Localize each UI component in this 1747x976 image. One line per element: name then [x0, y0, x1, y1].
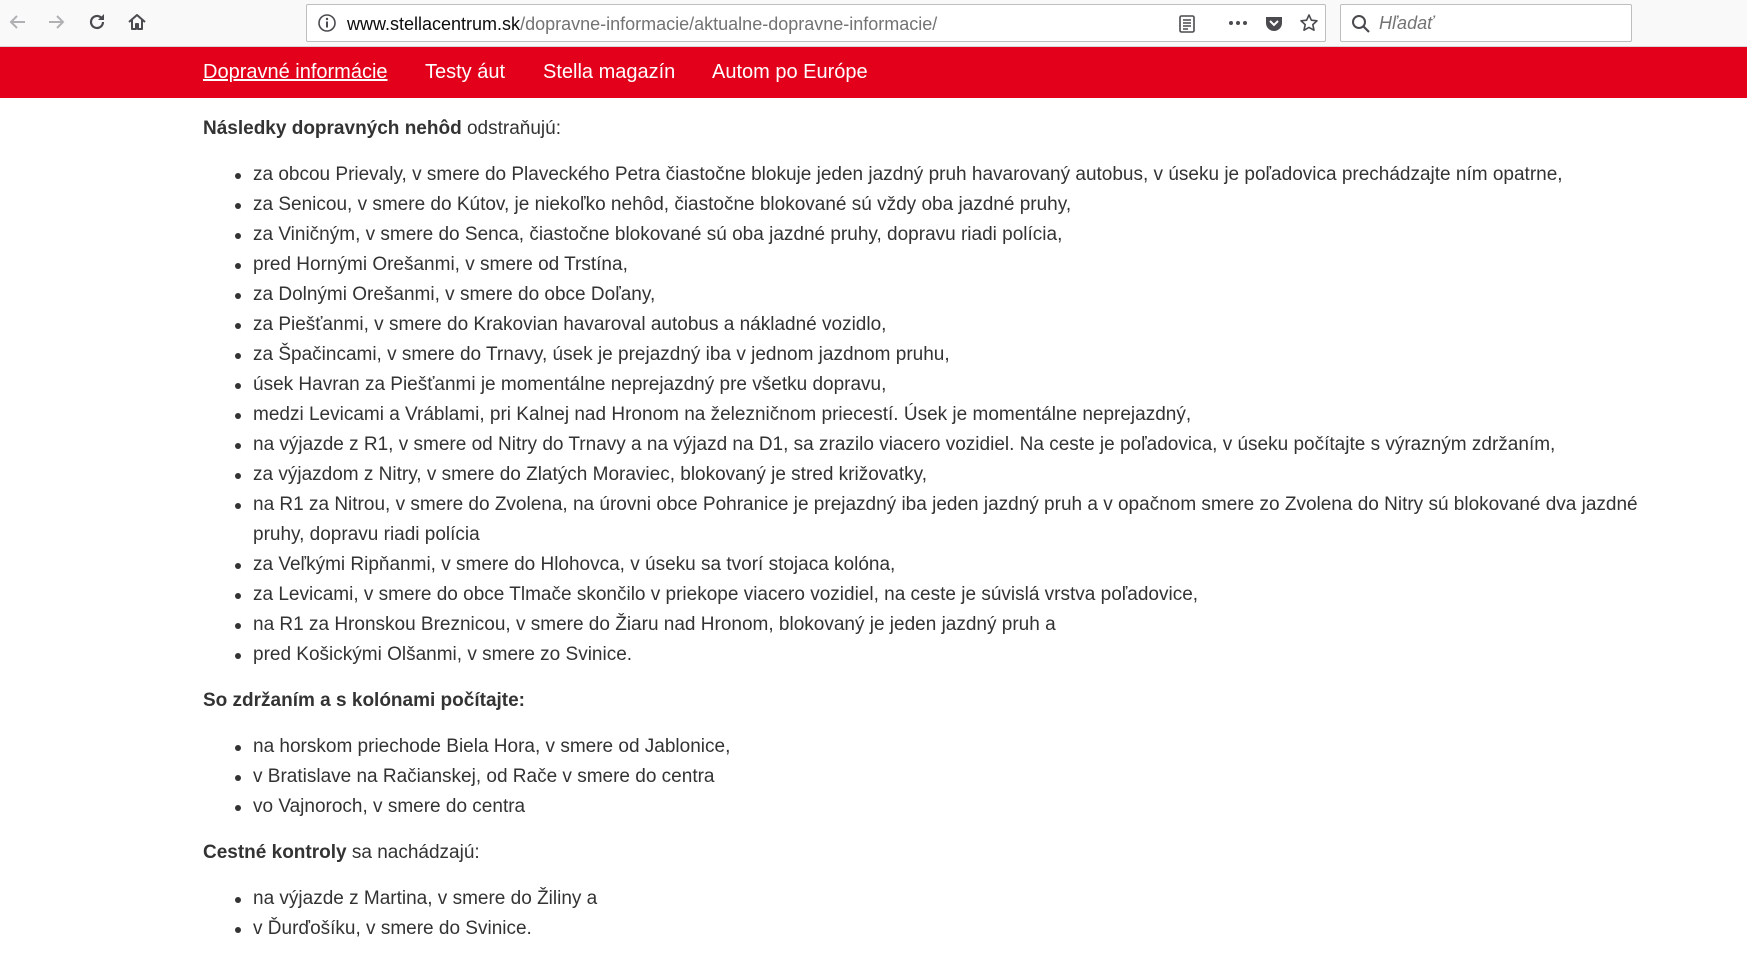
back-icon	[8, 12, 28, 32]
heading-rest: odstraňujú:	[461, 118, 561, 139]
list-item: v Ďurďošíku, v smere do Svinice.	[253, 914, 1663, 944]
list-item: vo Vajnoroch, v smere do centra	[253, 792, 1663, 822]
delay-list	[203, 732, 1663, 822]
url-domain: www.stellacentrum.sk	[347, 14, 521, 34]
list-item: za Dolnými Orešanmi, v smere do obce Doľany,	[253, 280, 1663, 310]
article-content	[203, 98, 1663, 944]
pocket-button[interactable]	[1264, 13, 1284, 33]
list-item: za Senicou, v smere do Kútov, je niekoľko nehôd, čiastočne blokované sú vždy oba jazdné pruhy,	[253, 190, 1663, 220]
heading-bold: So zdržaním a s kolónami počítajte:	[203, 690, 526, 711]
nav-autom-po-europe[interactable]: Autom po Európe	[712, 61, 868, 83]
search-input[interactable]	[1379, 11, 1619, 35]
heading-bold: Cestné kontroly	[203, 842, 347, 863]
home-icon	[127, 12, 147, 32]
more-actions-icon	[1228, 13, 1248, 33]
heading-rest: sa nachádzajú:	[346, 842, 480, 863]
reader-view-icon	[1177, 14, 1197, 34]
list-item: za Viničným, v smere do Senca, čiastočne blokované sú oba jazdné pruhy, dopravu riadi polícia,	[253, 220, 1663, 250]
list-item: za Levicami, v smere do obce Tlmače skončilo v priekope viacero vozidiel, na ceste je súvislá vrstva poľadovice,	[253, 580, 1663, 610]
list-item: za Piešťanmi, v smere do Krakovian havaroval autobus a nákladné vozidlo,	[253, 310, 1663, 340]
home-button[interactable]	[121, 6, 153, 38]
section-heading-checks	[203, 841, 1663, 865]
accident-list	[203, 160, 1663, 670]
reload-button[interactable]	[81, 6, 113, 38]
site-nav	[0, 47, 1747, 98]
url-path: /dopravne-informacie/aktualne-dopravne-informacie/	[520, 14, 938, 34]
section-heading-accidents	[203, 117, 1663, 141]
checks-list	[203, 884, 1663, 944]
nav-stella-magazin[interactable]: Stella magazín	[543, 61, 676, 83]
nav-dopravne-informacie[interactable]: Dopravné informácie	[203, 61, 388, 83]
search-icon	[1351, 14, 1371, 34]
reload-icon	[87, 12, 107, 32]
bookmark-star-icon	[1299, 13, 1319, 33]
forward-button[interactable]	[40, 6, 72, 38]
section-heading-delays	[203, 689, 1663, 713]
browser-toolbar	[0, 0, 1747, 47]
list-item: na R1 za Nitrou, v smere do Zvolena, na úrovni obce Pohranice je prejazdný iba jeden jazdný pruh a v opačnom smere zo Zvolena do Nitry sú blokované dva jazdné pruhy, dopravu riadi polícia	[253, 490, 1663, 550]
address-bar[interactable]	[306, 4, 1326, 42]
list-item: na horskom priechode Biela Hora, v smere od Jablonice,	[253, 732, 1663, 762]
list-item: na výjazde z Martina, v smere do Žiliny a	[253, 884, 1663, 914]
list-item: na výjazde z R1, v smere od Nitry do Trnavy a na výjazd na D1, sa zrazilo viacero vozidiel. Na ceste je poľadovica, v úseku počítajte s výrazným zdržaním,	[253, 430, 1663, 460]
list-item: pred Košickými Olšanmi, v smere zo Svinice.	[253, 640, 1663, 670]
pocket-icon	[1264, 13, 1284, 33]
nav-testy-aut[interactable]: Testy áut	[425, 61, 506, 83]
list-item: za Špačincami, v smere do Trnavy, úsek je prejazdný iba v jednom jazdnom pruhu,	[253, 340, 1663, 370]
list-item: za Veľkými Ripňanmi, v smere do Hlohovca, v úseku sa tvorí stojaca kolóna,	[253, 550, 1663, 580]
url-text[interactable]	[347, 14, 937, 35]
search-bar[interactable]	[1340, 4, 1632, 42]
reader-view-button[interactable]	[1177, 14, 1197, 34]
more-actions-button[interactable]	[1228, 13, 1248, 33]
list-item: úsek Havran za Piešťanmi je momentálne neprejazdný pre všetku dopravu,	[253, 370, 1663, 400]
bookmark-button[interactable]	[1299, 13, 1319, 33]
list-item: za výjazdom z Nitry, v smere do Zlatých Moraviec, blokovaný je stred križovatky,	[253, 460, 1663, 490]
heading-bold: Následky dopravných nehôd	[203, 118, 462, 139]
forward-icon	[46, 12, 66, 32]
back-button[interactable]	[2, 6, 34, 38]
list-item: na R1 za Hronskou Breznicou, v smere do Žiaru nad Hronom, blokovaný je jeden jazdný pruh a	[253, 610, 1663, 640]
info-icon[interactable]	[317, 13, 337, 33]
list-item: pred Hornými Orešanmi, v smere od Trstína,	[253, 250, 1663, 280]
list-item: za obcou Prievaly, v smere do Plaveckého Petra čiastočne blokuje jeden jazdný pruh havarovaný autobus, v úseku je poľadovica prechádzajte ním opatrne,	[253, 160, 1663, 190]
list-item: v Bratislave na Račianskej, od Rače v smere do centra	[253, 762, 1663, 792]
list-item: medzi Levicami a Vráblami, pri Kalnej nad Hronom na železničnom priecestí. Úsek je momentálne neprejazdný,	[253, 400, 1663, 430]
